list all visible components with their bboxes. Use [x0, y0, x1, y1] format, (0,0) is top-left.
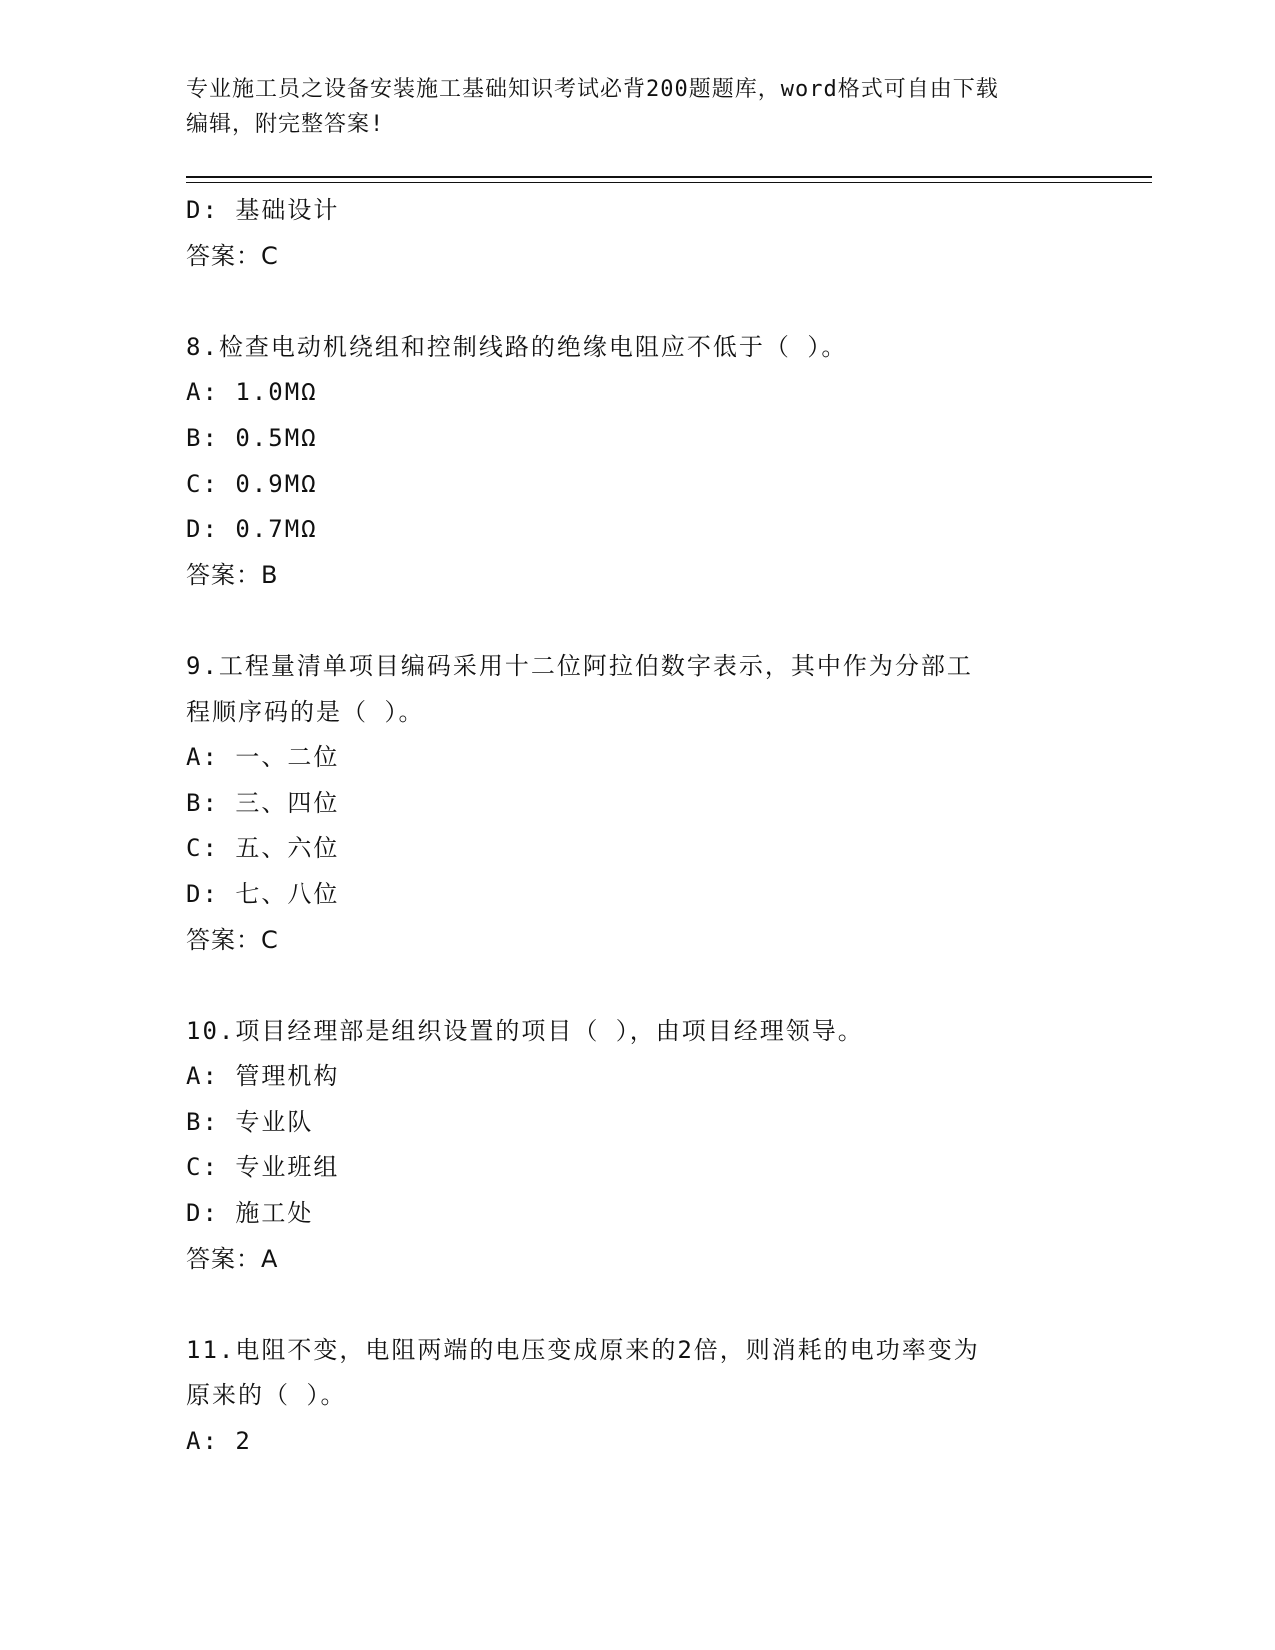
header-title-line-2: 编辑，附完整答案!: [186, 112, 385, 137]
spacer: [186, 1282, 1086, 1328]
option-a: A: 一、二位: [186, 743, 340, 772]
option-d: D: 七、八位: [186, 879, 340, 908]
question-stem: 9.工程量清单项目编码采用十二位阿拉伯数字表示，其中作为分部工: [186, 651, 973, 680]
option-a: A: 2: [186, 1427, 252, 1456]
header-divider-thin: [186, 182, 1152, 183]
question-8: [186, 325, 1086, 599]
spacer: [186, 598, 1086, 644]
spacer: [186, 963, 1086, 1009]
option-b: B: 三、四位: [186, 788, 340, 817]
question-list: [186, 188, 1086, 1465]
question-stem: 8.检查电动机绕组和控制线路的绝缘电阻应不低于（ ）。: [186, 332, 848, 361]
spacer: [186, 279, 1086, 325]
question-9: [186, 644, 1086, 963]
question-stem: 10.项目经理部是组织设置的项目（ ），由项目经理领导。: [186, 1016, 864, 1045]
document-header: [186, 72, 1066, 142]
answer: 答案：A: [186, 1244, 279, 1273]
option-c: C: 五、六位: [186, 834, 340, 863]
answer: 答案：C: [186, 925, 279, 954]
answer: 答案：B: [186, 560, 279, 589]
question-10: [186, 1009, 1086, 1283]
option-a: A: 管理机构: [186, 1062, 340, 1091]
prev-answer: 答案：C: [186, 241, 279, 270]
header-title-line-1: 专业施工员之设备安装施工基础知识考试必背200题题库，word格式可自由下载: [186, 77, 999, 102]
header-divider-thick: [186, 176, 1152, 178]
option-c: C: 专业班组: [186, 1153, 340, 1182]
option-d: D: 0.7MΩ: [186, 515, 318, 544]
option-b: B: 0.5MΩ: [186, 423, 318, 452]
prev-option-d: D: 基础设计: [186, 196, 340, 224]
question-stem-continued: 程顺序码的是（ ）。: [186, 697, 425, 726]
option-a: A: 1.0MΩ: [186, 378, 318, 407]
option-c: C: 0.9MΩ: [186, 469, 318, 498]
question-11: [186, 1328, 1086, 1465]
question-stem-continued: 原来的（ ）。: [186, 1381, 347, 1410]
option-b: B: 专业队: [186, 1107, 314, 1136]
option-d: D: 施工处: [186, 1199, 314, 1228]
question-stem: 11.电阻不变，电阻两端的电压变成原来的2倍，则消耗的电功率变为: [186, 1335, 980, 1364]
